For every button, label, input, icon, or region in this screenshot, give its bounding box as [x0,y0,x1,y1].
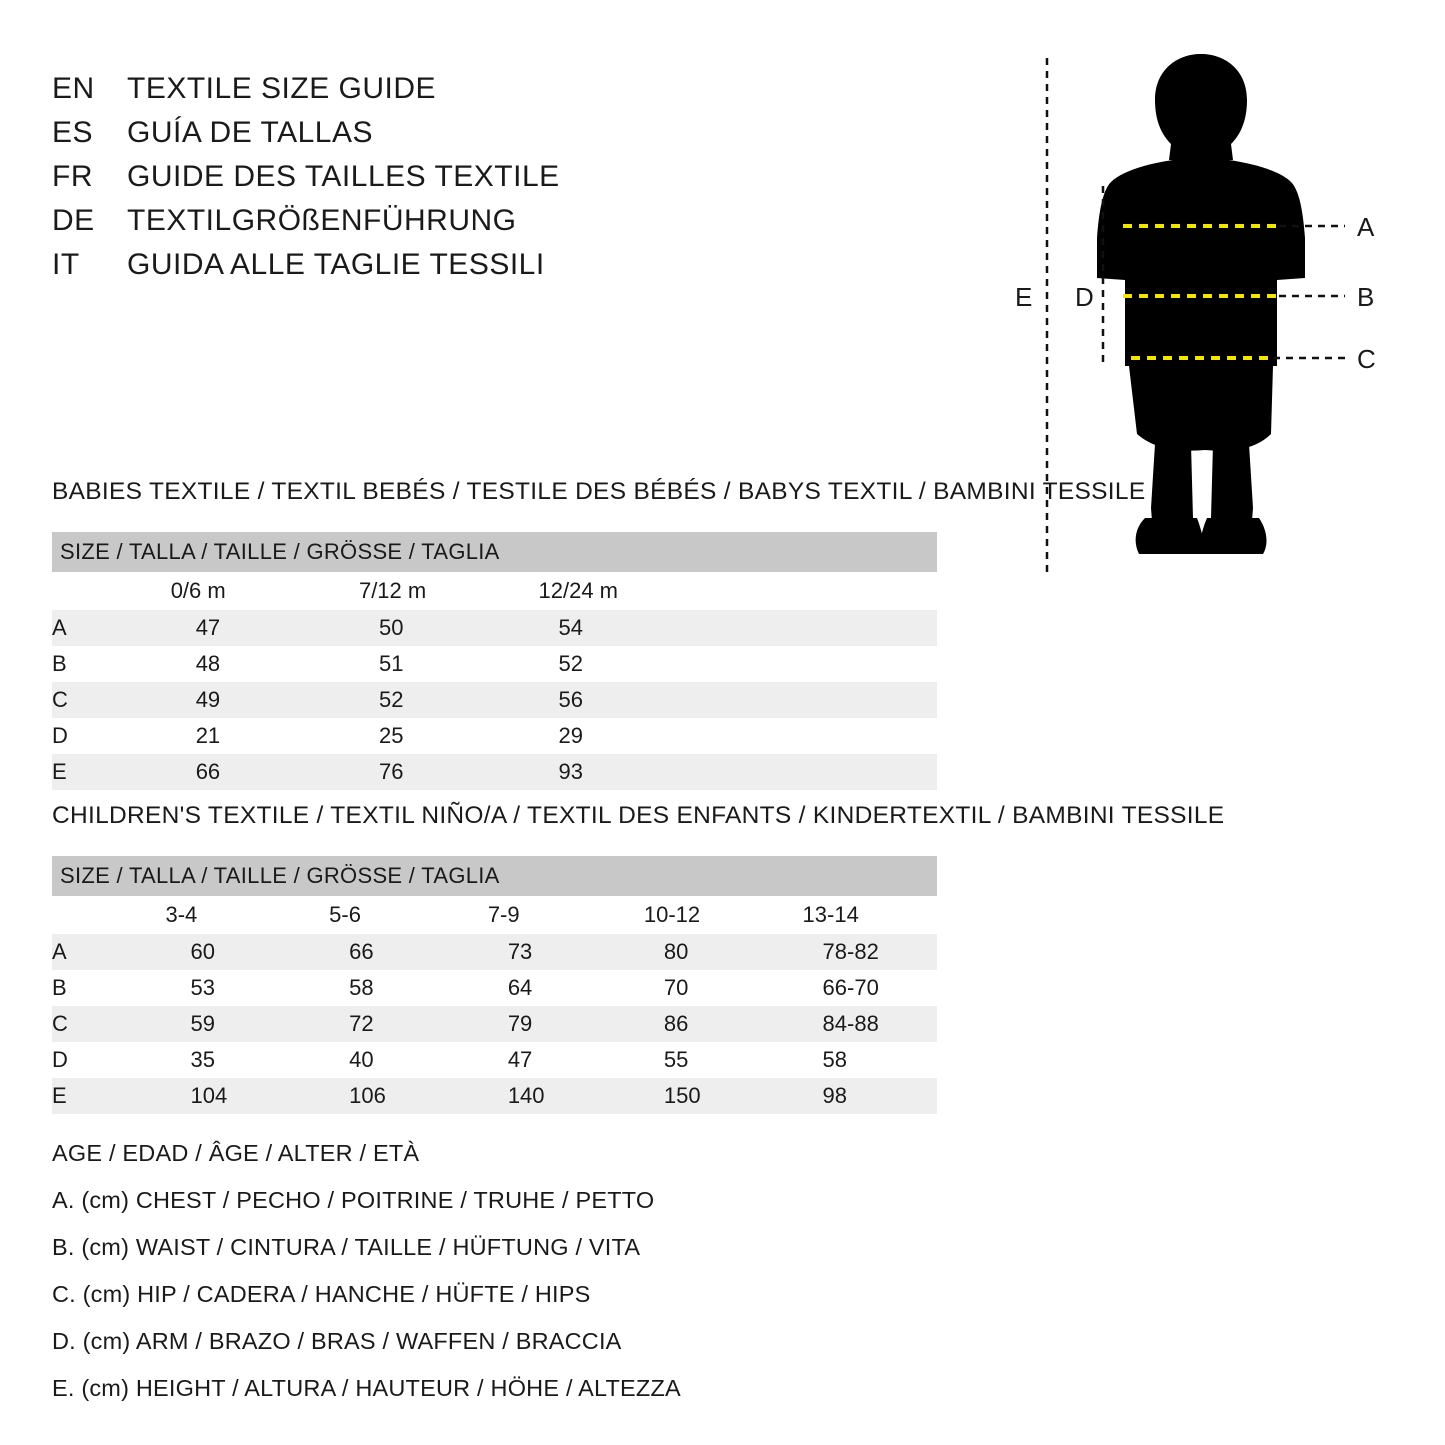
children-d-2: 47 [453,1042,609,1078]
children-row-label-e: E [52,1078,80,1114]
children-size-header-row [52,856,937,896]
table-row [52,754,937,790]
children-a-1: 66 [294,934,453,970]
babies-corner-cell [52,572,86,610]
children-a-4: 78-82 [768,934,937,970]
babies-size-header-row [52,532,937,572]
children-section-heading: CHILDREN'S TEXTILE / TEXTIL NIÑO/A / TEXTIL DES ENFANTS / KINDERTEXTIL / BAMBINI TESSILE [52,802,1225,829]
title-row-en [52,72,752,106]
babies-row-label-e: E [52,754,86,790]
title-text-de: TEXTILGRÖßENFÜHRUNG [127,204,517,237]
children-e-3: 150 [609,1078,768,1114]
babies-b-0: 48 [86,646,324,682]
title-row-es [52,116,752,150]
babies-row-label-d: D [52,718,86,754]
children-column-3: 10-12 [609,896,768,934]
children-d-3: 55 [609,1042,768,1078]
babies-column-header-row [52,572,937,610]
title-block [52,72,752,292]
legend-line-c: C. (cm) HIP / CADERA / HANCHE / HÜFTE / HIPS [52,1281,591,1307]
children-column-0: 3-4 [80,896,294,934]
babies-e-2: 93 [504,754,937,790]
babies-row-label-b: B [52,646,86,682]
children-c-0: 59 [80,1006,294,1042]
children-column-2: 7-9 [453,896,609,934]
title-row-it [52,248,752,282]
figure-marker-d: D [1075,282,1094,312]
title-text-it: GUIDA ALLE TAGLIE TESSILI [127,248,545,281]
children-column-1: 5-6 [294,896,453,934]
babies-b-1: 51 [324,646,504,682]
babies-a-1: 50 [324,610,504,646]
children-c-4: 84-88 [768,1006,937,1042]
children-a-2: 73 [453,934,609,970]
children-a-3: 80 [609,934,768,970]
legend-line-a: A. (cm) CHEST / PECHO / POITRINE / TRUHE / PETTO [52,1187,655,1213]
babies-column-2: 12/24 m [504,572,937,610]
babies-row-label-c: C [52,682,86,718]
children-e-0: 104 [80,1078,294,1114]
children-row-label-b: B [52,970,80,1006]
children-a-0: 60 [80,934,294,970]
babies-e-1: 76 [324,754,504,790]
figure-marker-e: E [1015,282,1033,312]
children-d-0: 35 [80,1042,294,1078]
babies-a-2: 54 [504,610,937,646]
children-b-1: 58 [294,970,453,1006]
children-column-4: 13-14 [768,896,937,934]
title-text-fr: GUIDE DES TAILLES TEXTILE [127,160,560,193]
babies-c-2: 56 [504,682,937,718]
babies-b-2: 52 [504,646,937,682]
title-lang-it: IT [52,248,80,281]
babies-d-0: 21 [86,718,324,754]
children-c-3: 86 [609,1006,768,1042]
table-row [52,1078,937,1114]
children-size-table [52,856,937,1114]
legend-line-b: B. (cm) WAIST / CINTURA / TAILLE / HÜFTUNG / VITA [52,1234,641,1260]
children-b-4: 66-70 [768,970,937,1006]
figure-marker-a: A [1357,212,1375,242]
children-row-label-a: A [52,934,80,970]
children-column-header-row [52,896,937,934]
title-row-fr [52,160,752,194]
table-row [52,970,937,1006]
measurement-figure [1005,48,1405,588]
babies-c-0: 49 [86,682,324,718]
children-e-2: 140 [453,1078,609,1114]
table-row [52,610,937,646]
babies-section-heading: BABIES TEXTILE / TEXTIL BEBÉS / TESTILE DES BÉBÉS / BABYS TEXTIL / BAMBINI TESSILE [52,478,1146,505]
table-row [52,1042,937,1078]
children-b-2: 64 [453,970,609,1006]
babies-row-label-a: A [52,610,86,646]
children-d-4: 58 [768,1042,937,1078]
children-c-2: 79 [453,1006,609,1042]
legend-line-age: AGE / EDAD / ÂGE / ALTER / ETÀ [52,1140,420,1166]
children-b-3: 70 [609,970,768,1006]
table-row [52,718,937,754]
table-row [52,682,937,718]
children-size-header-cell: SIZE / TALLA / TAILLE / GRÖSSE / TAGLIA [52,856,937,896]
title-text-en: TEXTILE SIZE GUIDE [127,72,437,105]
children-e-1: 106 [294,1078,453,1114]
babies-column-1: 7/12 m [324,572,504,610]
title-lang-de: DE [52,204,95,237]
figure-marker-c: C [1357,344,1376,374]
babies-a-0: 47 [86,610,324,646]
babies-e-0: 66 [86,754,324,790]
title-lang-en: EN [52,72,95,105]
children-e-4: 98 [768,1078,937,1114]
table-row [52,1006,937,1042]
title-lang-fr: FR [52,160,93,193]
children-c-1: 72 [294,1006,453,1042]
table-row [52,646,937,682]
children-row-label-d: D [52,1042,80,1078]
figure-marker-b: B [1357,282,1375,312]
babies-d-1: 25 [324,718,504,754]
children-row-label-c: C [52,1006,80,1042]
babies-column-0: 0/6 m [86,572,324,610]
babies-d-2: 29 [504,718,937,754]
title-row-de [52,204,752,238]
measurement-legend [52,1140,952,1422]
children-b-0: 53 [80,970,294,1006]
title-lang-es: ES [52,116,94,149]
title-text-es: GUÍA DE TALLAS [127,116,373,149]
babies-c-1: 52 [324,682,504,718]
table-row [52,934,937,970]
children-d-1: 40 [294,1042,453,1078]
babies-size-table [52,532,937,790]
children-corner-cell [52,896,80,934]
legend-line-d: D. (cm) ARM / BRAZO / BRAS / WAFFEN / BRACCIA [52,1328,622,1354]
babies-size-header-cell: SIZE / TALLA / TAILLE / GRÖSSE / TAGLIA [52,532,937,572]
legend-line-e: E. (cm) HEIGHT / ALTURA / HAUTEUR / HÖHE / ALTEZZA [52,1375,681,1401]
